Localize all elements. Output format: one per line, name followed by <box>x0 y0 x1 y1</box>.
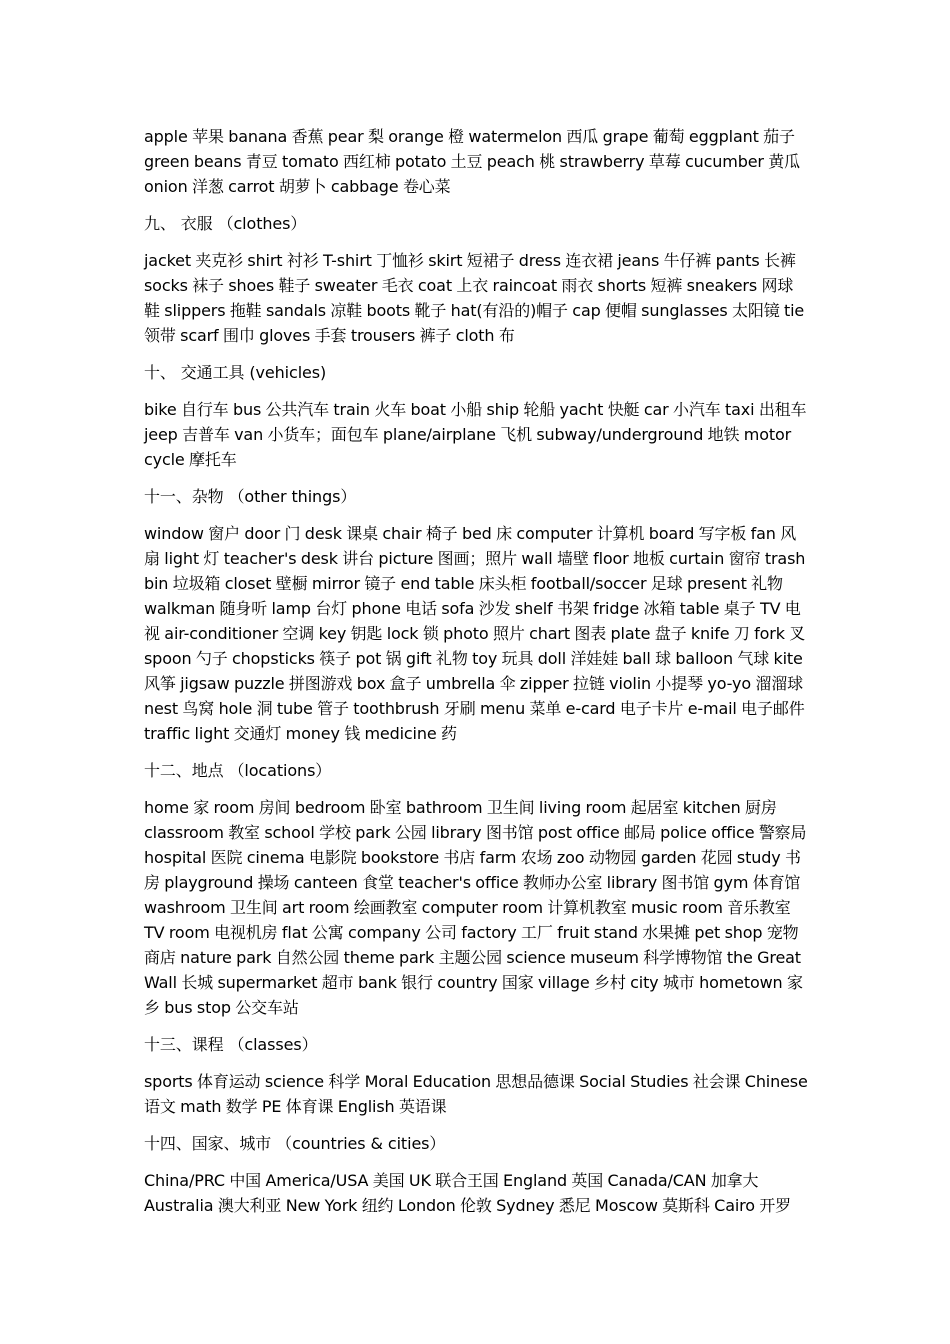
section-heading-other-things: 十一、杂物 （other things） <box>144 487 357 506</box>
paragraph-fruits-vegetables: apple 苹果 banana 香蕉 pear 梨 orange 橙 watermelon 西瓜 grape 葡萄 eggplant 茄子 green beans 青豆 tomato 西红柿 potato 土豆 peach 桃 strawberry 草莓 cucumber 黄瓜 onion 洋葱 carrot 胡萝卜 cabbage 卷心菜 <box>144 127 800 196</box>
paragraph-vehicles: bike 自行车 bus 公共汽车 train 火车 boat 小船 ship 轮船 yacht 快艇 car 小汽车 taxi 出租车 jeep 吉普车 van 小货车；面包车 plane/airplane 飞机 subway/underground 地铁 motor cycle 摩托车 <box>144 400 807 469</box>
paragraph-other-things: window 窗户 door 门 desk 课桌 chair 椅子 bed 床 computer 计算机 board 写字板 fan 风扇 light 灯 teacher's desk 讲台 picture 图画；照片 wall 墙壁 floor 地板 curtain 窗帘 trash bin 垃圾箱 closet 壁橱 mirror 镜子 end table 床头柜 football/soccer 足球 present 礼物 walkman 随身听 lamp 台灯 phone 电话 sofa 沙发 shelf 书架 fridge 冰箱 table 桌子 TV 电视 air-conditioner 空调 key 钥匙 lock 锁 photo 照片 chart 图表 plate 盘子 knife 刀 fork 叉 spoon 勺子 chopsticks 筷子 pot 锅 gift 礼物 toy 玩具 doll 洋娃娃 ball 球 balloon 气球 kite 风筝 jigsaw puzzle 拼图游戏 box 盒子 umbrella 伞 zipper 拉链 violin 小提琴 yo-yo 溜溜球 nest 鸟窝 hole 洞 tube 管子 toothbrush 牙刷 menu 菜单 e-card 电子卡片 e-mail 电子邮件 traffic light 交通灯 money 钱 medicine 药 <box>144 524 806 743</box>
paragraph-locations: home 家 room 房间 bedroom 卧室 bathroom 卫生间 living room 起居室 kitchen 厨房 classroom 教室 school 学校 park 公园 library 图书馆 post office 邮局 police office 警察局 hospital 医院 cinema 电影院 bookstore 书店 farm 农场 zoo 动物园 garden 花园 study 书房 playground 操场 canteen 食堂 teacher's office 教师办公室 library 图书馆 gym 体育馆 washroom 卫生间 art room 绘画教室 computer room 计算机教室 music room 音乐教室 TV room 电视机房 flat 公寓 company 公司 factory 工厂 fruit stand 水果摊 pet shop 宠物商店 nature park 自然公园 theme park 主题公园 science museum 科学博物馆 the Great Wall 长城 supermarket 超市 bank 银行 country 国家 village 乡村 city 城市 hometown 家乡 bus stop 公交车站 <box>144 798 807 1017</box>
section-heading-clothes: 九、 衣服 （clothes） <box>144 214 307 233</box>
paragraph-classes: sports 体育运动 science 科学 Moral Education 思想品德课 Social Studies 社会课 Chinese 语文 math 数学 PE 体育课 English 英语课 <box>144 1072 808 1116</box>
document-page <box>144 124 808 1218</box>
section-heading-countries-cities: 十四、国家、城市 （countries & cities） <box>144 1134 446 1153</box>
section-heading-classes: 十三、课程 （classes） <box>144 1035 318 1054</box>
paragraph-countries-cities: China/PRC 中国 America/USA 美国 UK 联合王国 England 英国 Canada/CAN 加拿大 Australia 澳大利亚 New York 纽约 London 伦敦 Sydney 悉尼 Moscow 莫斯科 Cairo 开罗 <box>144 1171 792 1215</box>
section-heading-vehicles: 十、 交通工具 (vehicles) <box>144 363 327 382</box>
section-heading-locations: 十二、地点 （locations） <box>144 761 332 780</box>
paragraph-clothes: jacket 夹克衫 shirt 衬衫 T-shirt 丁恤衫 skirt 短裙子 dress 连衣裙 jeans 牛仔裤 pants 长裤 socks 袜子 shoes 鞋子 sweater 毛衣 coat 上衣 raincoat 雨衣 shorts 短裤 sneakers 网球鞋 slippers 拖鞋 sandals 凉鞋 boots 靴子 hat(有沿的)帽子 cap 便帽 sunglasses 太阳镜 tie 领带 scarf 围巾 gloves 手套 trousers 裤子 cloth 布 <box>144 251 805 345</box>
